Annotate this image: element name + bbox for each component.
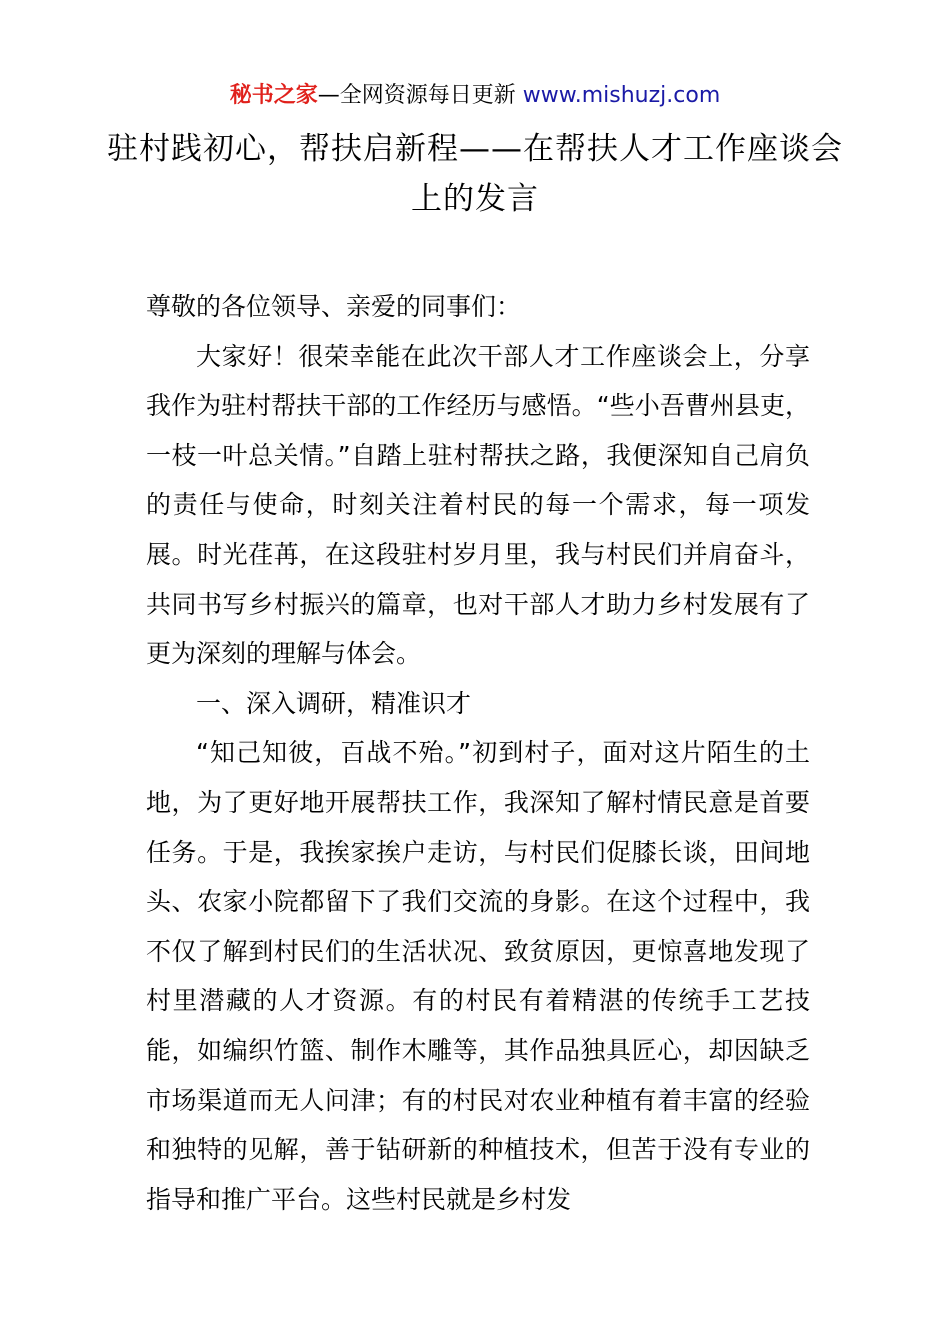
- salutation: 尊敬的各位领导、亲爱的同事们：: [146, 292, 522, 321]
- site-tagline: —全网资源每日更新: [317, 83, 523, 108]
- section-paragraph: “知己知彼，百战不殆。”初到村子，面对这片陌生的土地，为了更好地开展帮扶工作，我深知了解村情民意是首要任务。于是，我挨家挨户走访，与村民们促膝长谈，田间地头、农家小院都留下了我们交流的身影。在这个过程中，我不仅了解到村民们的生活状况、致贫原因，更惊喜地发现了村里潜藏的人才资源。有的村民有着精湛的传统手工艺技能，如编织竹篮、制作木雕等，其作品独具匠心，却因缺乏市场渠道而无人问津；有的村民对农业种植有着丰富的经验和独特的见解，善于钻研新的种植技术，但苦于没有专业的指导和推广平台。这些村民就是乡村发: [146, 738, 810, 1214]
- site-brand: 秘书之家: [229, 83, 318, 108]
- site-url[interactable]: www.mishuzj.com: [522, 83, 721, 108]
- intro-paragraph: 大家好！很荣幸能在此次干部人才工作座谈会上，分享我作为驻村帮扶干部的工作经历与感悟。“些小吾曹州县吏，一枝一叶总关情。”自踏上驻村帮扶之路，我便深知自己肩负的责任与使命，时刻关注着村民的每一个需求，每一项发展。时光荏苒，在这段驻村岁月里，我与村民们并肩奋斗，共同书写乡村振兴的篇章，也对干部人才助力乡村发展有了更为深刻的理解与体会。: [146, 341, 810, 669]
- document-body: [146, 282, 810, 1224]
- section-heading: 一、深入调研，精准识才: [196, 688, 472, 718]
- site-header: [0, 80, 950, 112]
- document-title: 驻村践初心，帮扶启新程——在帮扶人才工作座谈会上的发言: [107, 131, 843, 217]
